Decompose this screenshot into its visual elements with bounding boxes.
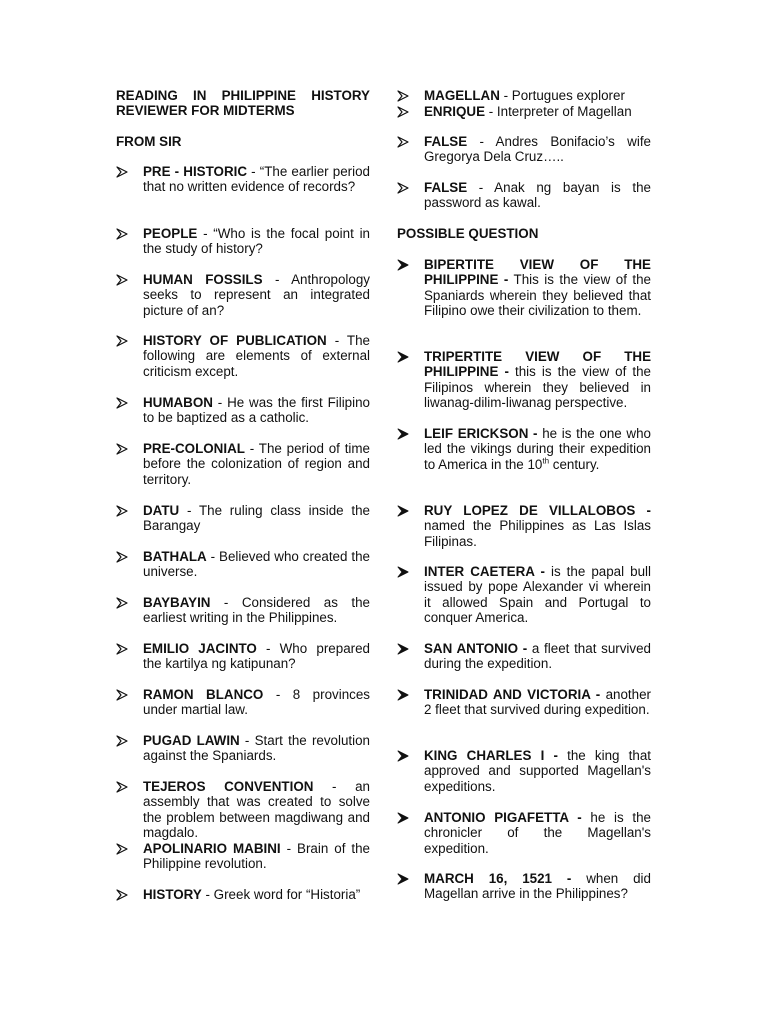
- arrow-bullet-icon: [397, 351, 409, 363]
- arrow-bullet-icon: [116, 643, 128, 655]
- arrow-bullet-icon: [116, 335, 128, 347]
- item-desc: a fleet that survived during the expedition.: [424, 641, 651, 672]
- list-item: [397, 134, 651, 165]
- item-term: PEOPLE: [143, 226, 198, 241]
- list-item: [116, 333, 370, 379]
- list-item: [397, 810, 651, 856]
- item-term: RUY LOPEZ DE VILLALOBOS -: [424, 503, 651, 518]
- item-term: TRIPERTITE VIEW OF THE PHILIPPINE -: [424, 349, 651, 380]
- list-item: [397, 748, 651, 794]
- arrow-bullet-icon: [116, 228, 128, 240]
- list-item: [116, 164, 370, 195]
- arrow-bullet-icon: [397, 812, 409, 824]
- list-item: [116, 641, 370, 672]
- arrow-bullet-icon: [116, 505, 128, 517]
- item-desc: - The ruling class inside the Barangay: [143, 503, 370, 534]
- item-term: FALSE: [424, 134, 468, 149]
- arrow-bullet-icon: [397, 259, 409, 271]
- arrow-bullet-icon: [397, 136, 409, 148]
- arrow-bullet-icon: [397, 643, 409, 655]
- item-desc: another 2 fleet that survived during expedition.: [424, 687, 651, 718]
- item-desc: - Anak ng bayan is the password as kawal.: [424, 180, 651, 211]
- item-desc: he is the chronicler of the Magellan's expedition.: [424, 810, 651, 856]
- arrow-bullet-icon: [116, 443, 128, 455]
- arrow-bullet-icon: [116, 689, 128, 701]
- item-term: RAMON BLANCO: [143, 687, 264, 702]
- list-item: [116, 733, 370, 764]
- item-term: KING CHARLES I -: [424, 748, 558, 763]
- item-desc: - The following are elements of external criticism except.: [143, 333, 370, 379]
- item-term: HISTORY: [143, 887, 202, 902]
- arrow-bullet-icon: [116, 274, 128, 286]
- item-term: SAN ANTONIO -: [424, 641, 528, 656]
- item-desc: he is the one who led the vikings during their expedition to America in the 10: [424, 426, 651, 472]
- item-desc: - He was the first Filipino to be baptized as a catholic.: [143, 395, 370, 426]
- item-desc: - The period of time before the colonization of region and territory.: [143, 441, 370, 487]
- item-desc: - 8 provinces under martial law.: [143, 687, 370, 718]
- item-term: ANTONIO PIGAFETTA -: [424, 810, 582, 825]
- item-desc: this is the view of the Filipinos wherein they believed in liwanag-dilim-liwanag perspective.: [424, 364, 652, 411]
- item-desc: - Anthropology seeks to represent an integrated picture of an?: [143, 272, 370, 318]
- list-item: [397, 687, 651, 718]
- list-item: [397, 503, 651, 549]
- item-term: HUMAN FOSSILS: [143, 272, 263, 287]
- arrow-bullet-icon: [397, 689, 409, 701]
- list-item: [116, 549, 370, 580]
- item-desc: - Considered as the earliest writing in the Philippines.: [143, 595, 370, 626]
- list-item: [116, 226, 370, 257]
- arrow-bullet-icon: [116, 551, 128, 563]
- arrow-bullet-icon: [116, 166, 128, 178]
- item-desc: - Interpreter of Magellan: [485, 104, 632, 119]
- list-item: [397, 426, 651, 472]
- list-item: [116, 779, 370, 841]
- arrow-bullet-icon: [397, 106, 409, 118]
- arrow-bullet-icon: [397, 505, 409, 517]
- list-item: [397, 871, 651, 902]
- item-desc: - Start the revolution against the Spaniards.: [143, 733, 371, 764]
- item-term: FALSE: [424, 180, 468, 195]
- item-desc: - “The earlier period that no written evidence of records?: [143, 164, 370, 195]
- item-desc: - “Who is the focal point in the study of history?: [143, 226, 370, 257]
- item-term: ENRIQUE: [424, 104, 486, 119]
- item-desc: - Portugues explorer: [499, 88, 625, 103]
- item-term: TRINIDAD AND VICTORIA -: [424, 687, 601, 702]
- item-desc: the king that approved and supported Magellan's expeditions.: [424, 748, 651, 794]
- item-desc: - Believed who created the universe.: [143, 549, 370, 580]
- list-item: [116, 595, 370, 626]
- item-term: BAYBAYIN: [143, 595, 211, 610]
- item-term: EMILIO JACINTO: [143, 641, 257, 656]
- section-heading-from-sir: FROM SIR: [116, 134, 182, 149]
- document-title: READING IN PHILIPPINE HISTORY REVIEWER FOR MIDTERMS: [116, 88, 370, 119]
- section-heading-possible-question: POSSIBLE QUESTION: [397, 226, 539, 241]
- item-term: MARCH 16, 1521 -: [424, 871, 572, 886]
- list-item: [397, 257, 651, 319]
- item-desc: - Greek word for “Historia”: [201, 887, 361, 902]
- list-item: [116, 441, 370, 487]
- list-item: [397, 88, 651, 103]
- list-item: [397, 564, 651, 626]
- list-item: [397, 641, 651, 672]
- item-term: LEIF ERICKSON -: [424, 426, 538, 441]
- arrow-bullet-icon: [116, 781, 128, 793]
- item-term: MAGELLAN: [424, 88, 500, 103]
- list-item: [116, 395, 370, 426]
- list-item: [116, 272, 370, 318]
- item-desc: - an assembly that was created to solve the problem between magdiwang and magdalo.: [143, 779, 370, 841]
- item-term: PRE - HISTORIC: [143, 164, 248, 179]
- arrow-bullet-icon: [116, 889, 128, 901]
- arrow-bullet-icon: [397, 90, 409, 102]
- list-item: [116, 503, 370, 534]
- item-term: BIPERTITE VIEW OF THE PHILIPPINE -: [424, 257, 651, 288]
- item-desc: named the Philippines as Las Islas Filipinas.: [424, 518, 651, 549]
- arrow-bullet-icon: [397, 873, 409, 885]
- item-term: PRE-COLONIAL: [143, 441, 245, 456]
- item-term: DATU: [143, 503, 180, 518]
- item-term: APOLINARIO MABINI: [143, 841, 281, 856]
- arrow-bullet-icon: [116, 843, 128, 855]
- item-desc: - Who prepared the kartilya ng katipunan?: [143, 641, 370, 672]
- item-term: PUGAD LAWIN: [143, 733, 240, 748]
- arrow-bullet-icon: [116, 597, 128, 609]
- item-term: HUMABON: [143, 395, 213, 410]
- item-desc-end: century.: [549, 456, 600, 472]
- arrow-bullet-icon: [397, 428, 409, 440]
- list-item: [116, 687, 370, 718]
- item-desc: This is the view of the Spaniards wherein they believed that Filipino owe their civilization to them.: [424, 272, 651, 319]
- item-term: BATHALA: [143, 549, 207, 564]
- arrow-bullet-icon: [397, 182, 409, 194]
- arrow-bullet-icon: [397, 566, 409, 578]
- item-desc: is the papal bull issued by pope Alexander vi wherein it allowed Spain and Portugal to conquer America.: [424, 564, 651, 626]
- item-desc: - Andres Bonifacio’s wife Gregorya Dela Cruz…..: [424, 134, 651, 165]
- item-term: HISTORY OF PUBLICATION: [143, 333, 327, 348]
- list-item: [397, 349, 651, 411]
- item-desc: when did Magellan arrive in the Philippines?: [424, 871, 651, 902]
- list-item: [397, 104, 651, 119]
- arrow-bullet-icon: [116, 397, 128, 409]
- item-term: INTER CAETERA -: [424, 564, 545, 579]
- item-desc: - Brain of the Philippine revolution.: [143, 841, 370, 872]
- arrow-bullet-icon: [116, 735, 128, 747]
- ordinal-superscript: th: [542, 456, 550, 466]
- item-term: TEJEROS CONVENTION: [143, 779, 314, 794]
- list-item: [116, 887, 370, 902]
- list-item: [397, 180, 651, 211]
- arrow-bullet-icon: [397, 750, 409, 762]
- list-item: [116, 841, 370, 872]
